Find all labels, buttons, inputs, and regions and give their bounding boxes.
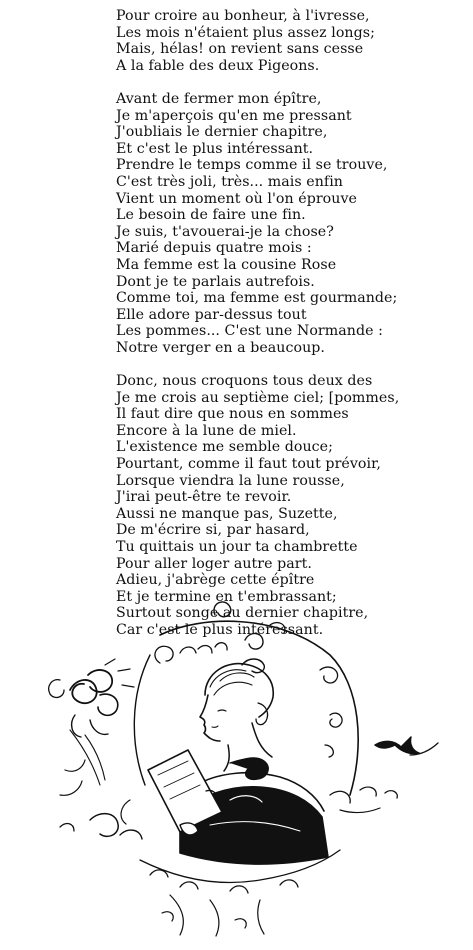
poem-line: Tu quittais un jour ta chambrette [116, 539, 358, 555]
poem-line: J'irai peut-être te revoir. [116, 489, 292, 506]
poem-line: Le besoin de faire une fin. [116, 207, 306, 224]
poem-line: Et je termine en t'embrassant; [116, 588, 337, 605]
poem-line: Notre verger en a beaucoup. [116, 339, 325, 356]
poem-line: C'est très joli, très... mais enfin [116, 173, 343, 190]
poem-line: Vient un moment où l'on éprouve [116, 190, 357, 207]
poem-line: L'existence me semble douce; [116, 439, 333, 456]
poem-line: Adieu, j'abrège cette épître [116, 572, 315, 589]
poem-line: Dont je te parlais autrefois. [116, 273, 315, 290]
poem-line: Et c'est le plus intéressant. [116, 140, 314, 157]
poem-line: A la fable des deux Pigeons. [116, 57, 320, 74]
poem-line: Marié depuis quatre mois : [116, 240, 312, 257]
poem-line: Car c'est le plus intéressant. [116, 621, 324, 638]
poem-line: Ma femme est la cousine Rose [116, 256, 337, 273]
poem-line: Les mois n'étaient plus assez longs; [116, 24, 375, 41]
poem-line: Je suis, t'avouerai-je la chose? [116, 223, 334, 240]
poem-line: Avant de fermer mon épître, [116, 90, 322, 107]
poem-line: Il faut dire que nous en sommes [116, 406, 349, 423]
poem-line: J'oubliais le dernier chapitre, [116, 124, 328, 141]
poem-line: Encore à la lune de miel. [116, 422, 297, 439]
poem-line: Pourtant, comme il faut tout prévoir, [116, 456, 381, 473]
poem-line: Pour aller loger autre part. [116, 555, 312, 572]
poem-line: Mais, hélas! on revient sans cesse [116, 41, 364, 58]
poem-line: De m'écrire si, par hasard, [116, 522, 310, 539]
stanza-2 [116, 91, 461, 357]
woman-reading-letter-vignette-icon [30, 595, 450, 940]
poem-line: Surtout songe au dernier chapitre, [116, 605, 369, 622]
poem-line: Donc, nous croquons tous deux des [116, 373, 373, 390]
stanza-1 [116, 8, 461, 74]
poem-line: Lorsque viendra la lune rousse, [116, 472, 345, 489]
poem-line: Prendre le temps comme il se trouve, [116, 157, 388, 174]
poem-line: Aussi ne manque pas, Suzette, [116, 505, 338, 522]
poem-line: Je me crois au septième ciel; [pommes, [116, 389, 400, 406]
poem-line: Comme toi, ma femme est gourmande; [116, 290, 398, 307]
poem-line: Elle adore par-dessus tout [116, 306, 307, 323]
poem-text [116, 8, 461, 655]
poem-line: Pour croire au bonheur, à l'ivresse, [116, 8, 370, 24]
poem-line: Les pommes... C'est une Normande : [116, 323, 383, 340]
poem-line: Je m'aperçois qu'en me pressant [116, 107, 352, 124]
